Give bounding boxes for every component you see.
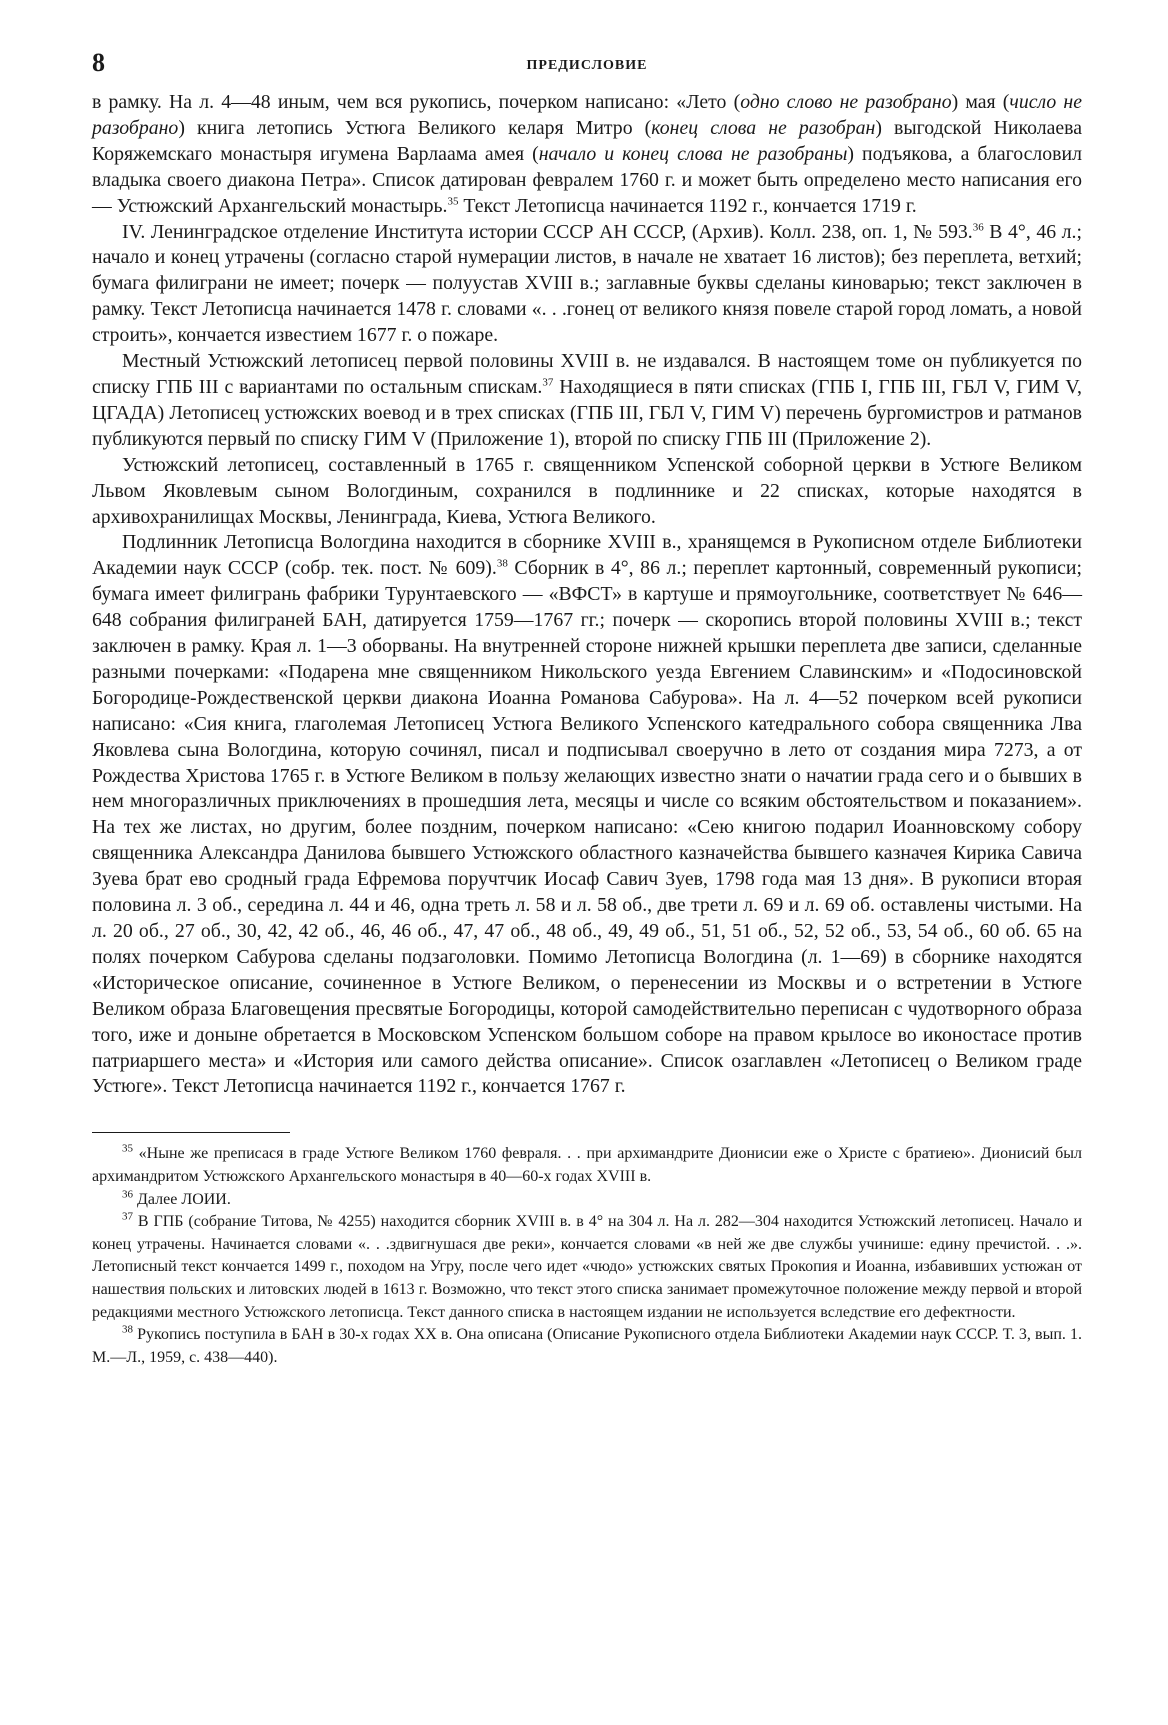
footnotes bbox=[92, 1143, 1082, 1369]
page-number: 8 bbox=[92, 48, 105, 77]
footnote bbox=[92, 1189, 1082, 1212]
footnote-ref: 36 bbox=[972, 220, 984, 233]
text-run: Местный Устюжский летописец первой половины XVIII в. не издавался. В настоящем томе он публикуется по списку ГПБ III с вариантами по остальным спискам. bbox=[92, 350, 1082, 398]
editorial-note: число не разобрано bbox=[92, 91, 1083, 139]
text-run: ) подъякова, а благословил владыка своего диакона Петра». Список датирован февралем 1760 г. и может быть определено место написания его — Устюжский Архангельский монастырь. bbox=[92, 142, 1082, 217]
paragraph-2 bbox=[92, 220, 1082, 350]
paragraph-1 bbox=[92, 90, 1082, 220]
footnote-text: «Ныне же преписася в граде Устюге Великом 1760 февраля. . . при архимандрите Дионисии еже о Христе с братиею». Дионисий был архимандритом Устюжского Архангельского монастыря в 40—60-х годах XVIII в. bbox=[92, 1145, 1082, 1185]
footnote-divider bbox=[92, 1132, 290, 1133]
text-run: Сборник в 4°, 86 л.; переплет картонный, современный рукописи; бумага имеет филигрань фабрики Турунтаевского — «ВФСТ» в картуше и прямоугольнике, соответствует № 646—648 собрания филиграней БАН, датируется 1759—1767 гг.; почерк — скоропись второй половины XVIII в.; текст заключен в рамку. Края л. 1—3 оборваны. На внутренней стороне нижней крышки переплета две записи, сделанные разными почерками: «Подарена мне священником Никольского уезда Евгением Славинским» и «Подосиновской Богородице-Рождественской церкви диакона Иоанна Романова Сабурова». На л. 4—52 почерком всей рукописи написано: «Сия книга, глаголемая Летописец Устюга Великого Успенского катедрального собора священника Лва Яковлева сына Вологдина, которую сочинял, писал и подписывал своеручно в лето от создания мира 7273, а от Рождества Христова 1765 г. в Устюге Великом в пользу желающих известно знати о начатии града сего и о бывших в нем многоразличных приключениях в прошедшия лета, месяцы и числе со всяким обстоятельством и показанием». На тех же листах, но другим, более поздним, почерком написано: «Сею книгою подарил Иоанновскому собору священника Александра Данилова бывшего Устюжского областного казначейства бывшего казначея Кирика Савича Зуева брат ево сродный града Ефремова поручтчик Иосаф Савич Зуев, 1798 года мая 13 дня». В рукописи вторая половина л. 3 об., середина л. 44 и 46, одна треть л. 58 и л. 58 об., две трети л. 69 и л. 69 об. оставлены чистыми. На л. 20 об., 27 об., 30, 42, 42 об., 46, 46 об., 47, 47 об., 48 об., 49, 49 об., 51, 51 об., 52, 52 об., 53, 54 об., 60 об. 65 на полях почерком Сабурова сделаны подзаголовки. Помимо Летописца Вологдина (л. 1—69) в сборнике находятся «Историческое описание, сочиненное в Устюге Великом, о перенесении из Москвы и о встретении в Устюге Великом образа Благовещения пресвятые Богородицы, которой самодействительно переписан с чудотворного образа того, иже и доныне обретается в Московском Успенском большом соборе на правом крылосе во иконостасе против патриаршего места» и «История или самого действа описание». Список озаглавлен «Летописец о Великом граде Устюге». Текст Летописца начинается 1192 г., кончается 1767 г. bbox=[92, 557, 1082, 1098]
editorial-note: одно слово не разобрано bbox=[740, 91, 952, 113]
footnote-number: 36 bbox=[122, 1188, 133, 1201]
text-run: Подлинник Летописца Вологдина находится в сборнике XVIII в., хранящемся в Рукописном отделе Библиотеки Академии наук СССР (собр. тек. пост. № 609). bbox=[92, 531, 1082, 580]
footnote-number: 35 bbox=[122, 1143, 133, 1156]
text-run: ) мая ( bbox=[951, 91, 1010, 113]
editorial-note: конец слова не разобран bbox=[651, 116, 876, 139]
main-text bbox=[92, 90, 1082, 1100]
text-run: Текст Летописца начинается 1192 г., кончается 1719 г. bbox=[458, 194, 917, 217]
footnote-number: 38 bbox=[122, 1323, 133, 1336]
book-page bbox=[92, 40, 1082, 1369]
text-run: ) выгодской Николаева Коряжемскаго монастыря игумена Варлаама амея ( bbox=[92, 116, 1083, 165]
text-run: В 4°, 46 л.; начало и конец утрачены (согласно старой нумерации листов, в начале не хватает 16 листов); без переплета, ветхий; бумага филиграни не имеет; почерк — полуустав XVIII в.; заглавные буквы сделаны киноварью; текст заключен в рамку. Текст Летописца начинается 1478 г. словами «. . .гонец от великого князя повеле старой город ломать, а новой строить», кончается известием 1677 г. о пожаре. bbox=[92, 220, 1082, 347]
text-run: IV. Ленинградское отделение Института истории СССР АН СССР, (Архив). Колл. 238, оп. 1, № 593. bbox=[122, 220, 973, 243]
editorial-note: начало и конец слова не разобраны bbox=[538, 142, 848, 165]
footnote-ref: 38 bbox=[496, 557, 508, 570]
footnote-text: Далее ЛОИИ. bbox=[133, 1190, 231, 1208]
text-run: в рамку. На л. 4—48 иным, чем вся рукопись, почерком написано: «Лето ( bbox=[92, 91, 741, 113]
footnote-number: 37 bbox=[122, 1210, 133, 1223]
footnote-text: Рукопись поступила в БАН в 30-х годах XX в. Она описана (Описание Рукописного отдела Библиотеки Академии наук СССР. Т. 3, вып. 1. М.—Л., 1959, с. 438—440). bbox=[92, 1326, 1082, 1366]
paragraph-4: Устюжский летописец, составленный в 1765 г. священником Успенской соборной церкви в Устюге Великом Львом Яковлевым сыном Вологдиным, сохранился в подлиннике и 22 списках, которые находятся в архивохранилищах Москвы, Ленинграда, Киева, Устюга Великого. bbox=[92, 453, 1082, 528]
page-header bbox=[92, 40, 1082, 80]
paragraph-3 bbox=[92, 349, 1082, 453]
footnote bbox=[92, 1143, 1082, 1188]
footnote-ref: 37 bbox=[542, 376, 554, 389]
text-run: Находящиеся в пяти списках (ГПБ I, ГПБ III, ГБЛ V, ГИМ V, ЦГАДА) Летописец устюжских воевод и в трех списках (ГПБ III, ГБЛ V, ГИМ V) перечень бургомистров и ратманов публикуются первый по списку ГИМ V (Приложение 1), второй по списку ГПБ III (Приложение 2). bbox=[92, 375, 1082, 450]
footnote-ref: 35 bbox=[447, 195, 459, 208]
paragraph-5 bbox=[92, 530, 1082, 1100]
footnote bbox=[92, 1211, 1082, 1324]
footnote bbox=[92, 1324, 1082, 1369]
running-title: ПРЕДИСЛОВИЕ bbox=[526, 58, 648, 73]
text-run: ) книга летопись Устюга Великого келаря Митро ( bbox=[178, 116, 652, 139]
footnote-text: В ГПБ (собрание Титова, № 4255) находится сборник XVIII в. в 4° на 304 л. На л. 282—304 находится Устюжский летописец. Начало и конец утрачены. Начинается словами «. . .здвигнушася две реки», кончается словами «в ней же две службы учинише: едину пречистой. . .». Летописный текст кончается 1499 г., походом на Угру, после чего идет «чюдо» устюжских святых Прокопия и Иоанна, избавивших устюжан от нашествия польских и литовских людей в 1613 г. Возможно, что текст этого списка занимает промежуточное положение между первой и второй редакциями местного Устюжского летописца. Текст данного списка в настоящем издании не используется вследствие его дефектности. bbox=[92, 1213, 1082, 1321]
